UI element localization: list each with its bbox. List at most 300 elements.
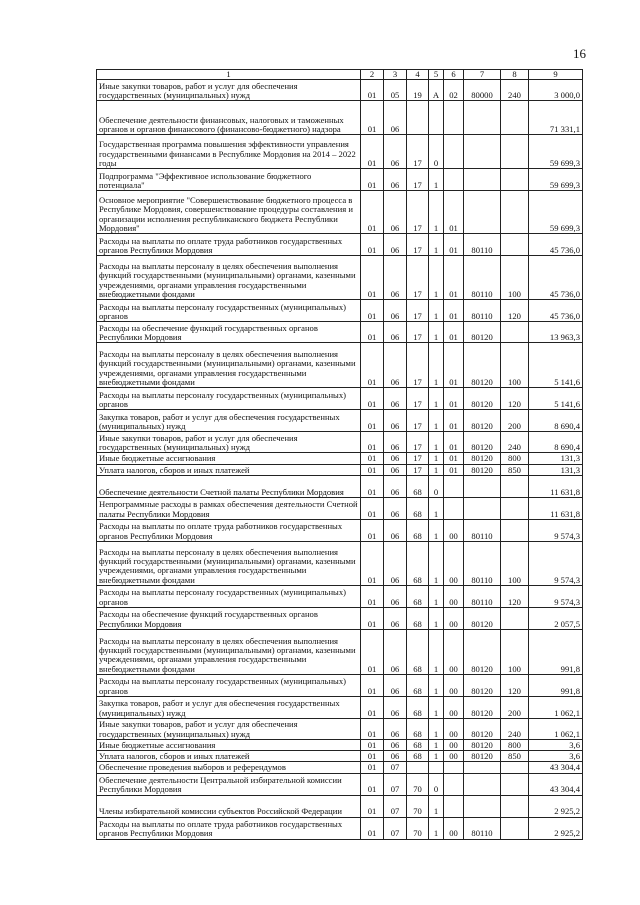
subsection-code-cell: 06	[384, 718, 407, 739]
subsection-code-cell: 06	[384, 629, 407, 674]
program-code-cell: 17	[407, 343, 429, 388]
column-header: 4	[407, 70, 429, 80]
table-row	[97, 432, 583, 453]
expense-type-code-cell	[501, 135, 529, 169]
section-code-cell: 01	[361, 80, 384, 101]
subsection-code-cell: 06	[384, 410, 407, 432]
direction-code-cell: 80120	[464, 464, 501, 475]
amount-cell: 8 690,4	[529, 410, 583, 432]
amount-cell: 2 057,5	[529, 607, 583, 629]
amount-cell: 991,8	[529, 674, 583, 696]
subprogram-code-cell: 0	[429, 475, 444, 497]
direction-code-cell	[464, 135, 501, 169]
activity-code-cell	[444, 762, 464, 773]
direction-code-cell: 80120	[464, 739, 501, 750]
subsection-code-cell: 06	[384, 475, 407, 497]
subsection-code-cell: 06	[384, 585, 407, 607]
expense-type-code-cell	[501, 795, 529, 817]
table-row	[97, 464, 583, 475]
activity-code-cell: 01	[444, 432, 464, 453]
direction-code-cell: 80120	[464, 674, 501, 696]
amount-cell: 991,8	[529, 629, 583, 674]
amount-cell: 59 699,3	[529, 191, 583, 234]
table-row	[97, 322, 583, 343]
expense-type-code-cell	[501, 519, 529, 541]
amount-cell: 43 304,4	[529, 773, 583, 795]
row-name-cell: Иные закупки товаров, работ и услуг для обеспечения государственных (муниципальных) нужд	[97, 718, 361, 739]
direction-code-cell	[464, 101, 501, 135]
section-code-cell: 01	[361, 739, 384, 750]
program-code-cell: 17	[407, 234, 429, 256]
section-code-cell: 01	[361, 464, 384, 475]
amount-cell: 131,3	[529, 453, 583, 464]
column-header: 3	[384, 70, 407, 80]
subprogram-code-cell: 1	[429, 585, 444, 607]
subprogram-code-cell: 0	[429, 773, 444, 795]
table-row	[97, 696, 583, 718]
table-row	[97, 739, 583, 750]
subsection-code-cell: 06	[384, 388, 407, 410]
table-row	[97, 256, 583, 300]
section-code-cell: 01	[361, 256, 384, 300]
program-code-cell: 68	[407, 696, 429, 718]
subprogram-code-cell	[429, 101, 444, 135]
activity-code-cell	[444, 795, 464, 817]
expense-type-code-cell: 120	[501, 674, 529, 696]
activity-code-cell: 01	[444, 234, 464, 256]
direction-code-cell: 80120	[464, 629, 501, 674]
subprogram-code-cell: 1	[429, 629, 444, 674]
subsection-code-cell: 06	[384, 739, 407, 750]
program-code-cell: 17	[407, 191, 429, 234]
subprogram-code-cell: 1	[429, 696, 444, 718]
amount-cell: 45 736,0	[529, 300, 583, 322]
direction-code-cell: 80120	[464, 322, 501, 343]
program-code-cell: 17	[407, 410, 429, 432]
direction-code-cell: 80120	[464, 432, 501, 453]
column-header: 9	[529, 70, 583, 80]
row-name-cell: Расходы на обеспечение функций государственных органов Республики Мордовия	[97, 322, 361, 343]
expense-type-code-cell: 850	[501, 464, 529, 475]
direction-code-cell	[464, 497, 501, 519]
expense-type-code-cell	[501, 101, 529, 135]
subprogram-code-cell: 1	[429, 817, 444, 839]
row-name-cell: Расходы на выплаты персоналу в целях обеспечения выполнения функций государственными (муниципальными) органами, казенными учреждениями, органами управления государственными внебюджетными фондами	[97, 541, 361, 585]
direction-code-cell: 80110	[464, 256, 501, 300]
direction-code-cell: 80110	[464, 541, 501, 585]
table-row	[97, 751, 583, 762]
amount-cell: 1 062,1	[529, 718, 583, 739]
subprogram-code-cell	[429, 762, 444, 773]
expense-type-code-cell: 100	[501, 343, 529, 388]
section-code-cell: 01	[361, 762, 384, 773]
amount-cell: 5 141,6	[529, 388, 583, 410]
activity-code-cell: 00	[444, 629, 464, 674]
section-code-cell: 01	[361, 773, 384, 795]
subprogram-code-cell: 1	[429, 453, 444, 464]
table-row	[97, 629, 583, 674]
amount-cell: 13 963,3	[529, 322, 583, 343]
row-name-cell: Непрограммные расходы в рамках обеспечения деятельности Счетной палаты Республики Мордовия	[97, 497, 361, 519]
section-code-cell: 01	[361, 475, 384, 497]
subprogram-code-cell: 0	[429, 135, 444, 169]
expense-type-code-cell	[501, 607, 529, 629]
subprogram-code-cell: 1	[429, 432, 444, 453]
subsection-code-cell: 06	[384, 135, 407, 169]
expense-type-code-cell: 100	[501, 541, 529, 585]
activity-code-cell: 01	[444, 191, 464, 234]
activity-code-cell: 00	[444, 718, 464, 739]
program-code-cell: 70	[407, 817, 429, 839]
program-code-cell: 68	[407, 497, 429, 519]
section-code-cell: 01	[361, 674, 384, 696]
section-code-cell: 01	[361, 388, 384, 410]
section-code-cell: 01	[361, 607, 384, 629]
row-name-cell: Обеспечение проведения выборов и референдумов	[97, 762, 361, 773]
subprogram-code-cell: 1	[429, 410, 444, 432]
program-code-cell: 68	[407, 475, 429, 497]
direction-code-cell: 80110	[464, 519, 501, 541]
expense-type-code-cell: 100	[501, 629, 529, 674]
section-code-cell: 01	[361, 322, 384, 343]
amount-cell: 11 631,8	[529, 497, 583, 519]
amount-cell: 9 574,3	[529, 519, 583, 541]
subprogram-code-cell: 1	[429, 519, 444, 541]
program-code-cell: 70	[407, 773, 429, 795]
expense-type-code-cell	[501, 497, 529, 519]
program-code-cell: 68	[407, 585, 429, 607]
direction-code-cell: 80120	[464, 453, 501, 464]
row-name-cell: Расходы на выплаты персоналу государственных (муниципальных) органов	[97, 388, 361, 410]
row-name-cell: Обеспечение деятельности финансовых, налоговых и таможенных органов и органов финансового (финансово-бюджетного) надзора	[97, 101, 361, 135]
subprogram-code-cell: 1	[429, 234, 444, 256]
activity-code-cell	[444, 475, 464, 497]
subsection-code-cell: 06	[384, 432, 407, 453]
amount-cell: 2 925,2	[529, 817, 583, 839]
activity-code-cell: 00	[444, 519, 464, 541]
activity-code-cell: 00	[444, 696, 464, 718]
activity-code-cell: 01	[444, 322, 464, 343]
program-code-cell: 19	[407, 80, 429, 101]
amount-cell: 9 574,3	[529, 585, 583, 607]
expense-type-code-cell: 200	[501, 410, 529, 432]
program-code-cell: 17	[407, 322, 429, 343]
subprogram-code-cell: 1	[429, 169, 444, 191]
subsection-code-cell: 07	[384, 817, 407, 839]
subsection-code-cell: 06	[384, 453, 407, 464]
amount-cell: 45 736,0	[529, 256, 583, 300]
row-name-cell: Расходы на обеспечение функций государственных органов Республики Мордовия	[97, 607, 361, 629]
row-name-cell: Обеспечение деятельности Счетной палаты Республики Мордовия	[97, 475, 361, 497]
subsection-code-cell: 05	[384, 80, 407, 101]
amount-cell: 59 699,3	[529, 135, 583, 169]
table-row	[97, 80, 583, 101]
table-row	[97, 475, 583, 497]
subsection-code-cell: 06	[384, 607, 407, 629]
activity-code-cell: 01	[444, 256, 464, 300]
table-row	[97, 718, 583, 739]
direction-code-cell: 80120	[464, 696, 501, 718]
amount-cell: 131,3	[529, 464, 583, 475]
subsection-code-cell: 06	[384, 541, 407, 585]
subprogram-code-cell: 1	[429, 343, 444, 388]
subprogram-code-cell: 1	[429, 464, 444, 475]
subsection-code-cell: 07	[384, 762, 407, 773]
direction-code-cell	[464, 475, 501, 497]
activity-code-cell: 00	[444, 674, 464, 696]
subprogram-code-cell: 1	[429, 256, 444, 300]
activity-code-cell: 00	[444, 751, 464, 762]
section-code-cell: 01	[361, 585, 384, 607]
expense-type-code-cell	[501, 322, 529, 343]
program-code-cell: 68	[407, 674, 429, 696]
direction-code-cell: 80000	[464, 80, 501, 101]
amount-cell: 2 925,2	[529, 795, 583, 817]
activity-code-cell	[444, 773, 464, 795]
subsection-code-cell: 06	[384, 169, 407, 191]
row-name-cell: Иные бюджетные ассигнования	[97, 453, 361, 464]
subsection-code-cell: 06	[384, 343, 407, 388]
table-row	[97, 135, 583, 169]
subsection-code-cell: 06	[384, 674, 407, 696]
expense-type-code-cell	[501, 773, 529, 795]
subsection-code-cell: 06	[384, 234, 407, 256]
activity-code-cell: 01	[444, 453, 464, 464]
activity-code-cell: 01	[444, 388, 464, 410]
section-code-cell: 01	[361, 343, 384, 388]
activity-code-cell: 00	[444, 541, 464, 585]
row-name-cell: Государственная программа повышения эффективности управления государственными финансами в Республике Мордовия на 2014 – 2022 годы	[97, 135, 361, 169]
subprogram-code-cell: 1	[429, 497, 444, 519]
row-name-cell: Уплата налогов, сборов и иных платежей	[97, 751, 361, 762]
program-code-cell: 68	[407, 629, 429, 674]
amount-cell: 43 304,4	[529, 762, 583, 773]
section-code-cell: 01	[361, 191, 384, 234]
subprogram-code-cell: 1	[429, 739, 444, 750]
amount-cell: 9 574,3	[529, 541, 583, 585]
program-code-cell: 17	[407, 464, 429, 475]
section-code-cell: 01	[361, 629, 384, 674]
activity-code-cell	[444, 101, 464, 135]
subprogram-code-cell: 1	[429, 191, 444, 234]
subprogram-code-cell: 1	[429, 718, 444, 739]
direction-code-cell: 80120	[464, 751, 501, 762]
section-code-cell: 01	[361, 453, 384, 464]
subsection-code-cell: 06	[384, 191, 407, 234]
section-code-cell: 01	[361, 300, 384, 322]
section-code-cell: 01	[361, 410, 384, 432]
section-code-cell: 01	[361, 696, 384, 718]
expense-type-code-cell	[501, 475, 529, 497]
direction-code-cell: 80110	[464, 585, 501, 607]
section-code-cell: 01	[361, 234, 384, 256]
direction-code-cell	[464, 169, 501, 191]
table-row	[97, 300, 583, 322]
subsection-code-cell: 07	[384, 795, 407, 817]
row-name-cell: Расходы на выплаты по оплате труда работников государственных органов Республики Мордовия	[97, 234, 361, 256]
expense-type-code-cell	[501, 191, 529, 234]
section-code-cell: 01	[361, 795, 384, 817]
subsection-code-cell: 06	[384, 322, 407, 343]
expense-type-code-cell	[501, 169, 529, 191]
table-row	[97, 343, 583, 388]
section-code-cell: 01	[361, 169, 384, 191]
activity-code-cell: 01	[444, 300, 464, 322]
column-header: 1	[97, 70, 361, 80]
table-row	[97, 453, 583, 464]
direction-code-cell: 80110	[464, 817, 501, 839]
amount-cell: 59 699,3	[529, 169, 583, 191]
table-row	[97, 169, 583, 191]
activity-code-cell: 01	[444, 343, 464, 388]
activity-code-cell: 00	[444, 585, 464, 607]
expense-type-code-cell: 800	[501, 739, 529, 750]
expense-type-code-cell	[501, 762, 529, 773]
amount-cell: 45 736,0	[529, 234, 583, 256]
column-header: 8	[501, 70, 529, 80]
program-code-cell: 68	[407, 751, 429, 762]
direction-code-cell	[464, 773, 501, 795]
table-row	[97, 773, 583, 795]
program-code-cell: 17	[407, 453, 429, 464]
program-code-cell: 68	[407, 739, 429, 750]
subprogram-code-cell: 1	[429, 751, 444, 762]
direction-code-cell: 80120	[464, 388, 501, 410]
section-code-cell: 01	[361, 817, 384, 839]
amount-cell: 8 690,4	[529, 432, 583, 453]
table-row	[97, 585, 583, 607]
table-row	[97, 234, 583, 256]
expense-type-code-cell: 240	[501, 432, 529, 453]
subsection-code-cell: 06	[384, 497, 407, 519]
expense-type-code-cell	[501, 234, 529, 256]
program-code-cell: 17	[407, 432, 429, 453]
section-code-cell: 01	[361, 101, 384, 135]
expense-type-code-cell	[501, 817, 529, 839]
table-row	[97, 795, 583, 817]
row-name-cell: Основное мероприятие "Совершенствование бюджетного процесса в Республике Мордовия, совершенствование процедуры составления и организации исполнения республиканского бюджета Республики Мордовия"	[97, 191, 361, 234]
table-row	[97, 541, 583, 585]
subsection-code-cell: 07	[384, 773, 407, 795]
subsection-code-cell: 06	[384, 464, 407, 475]
subsection-code-cell: 06	[384, 519, 407, 541]
expense-type-code-cell: 120	[501, 388, 529, 410]
table-header-row	[97, 70, 583, 80]
column-header: 2	[361, 70, 384, 80]
activity-code-cell: 00	[444, 739, 464, 750]
row-name-cell: Подпрограмма "Эффективное использование бюджетного потенциала"	[97, 169, 361, 191]
subsection-code-cell: 06	[384, 696, 407, 718]
direction-code-cell	[464, 795, 501, 817]
activity-code-cell	[444, 497, 464, 519]
program-code-cell: 68	[407, 519, 429, 541]
row-name-cell: Уплата налогов, сборов и иных платежей	[97, 464, 361, 475]
amount-cell: 3,6	[529, 751, 583, 762]
table-row	[97, 674, 583, 696]
amount-cell: 11 631,8	[529, 475, 583, 497]
program-code-cell	[407, 762, 429, 773]
section-code-cell: 01	[361, 718, 384, 739]
subprogram-code-cell: 1	[429, 388, 444, 410]
section-code-cell: 01	[361, 497, 384, 519]
row-name-cell: Расходы на выплаты персоналу в целях обеспечения выполнения функций государственными (муниципальными) органами, казенными учреждениями, органами управления государственными внебюджетными фондами	[97, 256, 361, 300]
table-row	[97, 410, 583, 432]
program-code-cell: 68	[407, 718, 429, 739]
activity-code-cell: 02	[444, 80, 464, 101]
expense-type-code-cell: 120	[501, 300, 529, 322]
activity-code-cell: 00	[444, 607, 464, 629]
section-code-cell: 01	[361, 519, 384, 541]
amount-cell: 5 141,6	[529, 343, 583, 388]
column-header: 5	[429, 70, 444, 80]
expense-type-code-cell: 200	[501, 696, 529, 718]
amount-cell: 1 062,1	[529, 696, 583, 718]
expense-type-code-cell: 850	[501, 751, 529, 762]
expense-type-code-cell: 240	[501, 718, 529, 739]
table-row	[97, 101, 583, 135]
direction-code-cell: 80110	[464, 234, 501, 256]
program-code-cell: 17	[407, 300, 429, 322]
activity-code-cell: 01	[444, 410, 464, 432]
program-code-cell: 70	[407, 795, 429, 817]
expense-type-code-cell: 100	[501, 256, 529, 300]
program-code-cell: 68	[407, 607, 429, 629]
section-code-cell: 01	[361, 541, 384, 585]
section-code-cell: 01	[361, 135, 384, 169]
subprogram-code-cell: 1	[429, 795, 444, 817]
column-header: 6	[444, 70, 464, 80]
program-code-cell: 17	[407, 135, 429, 169]
direction-code-cell: 80110	[464, 300, 501, 322]
row-name-cell: Расходы на выплаты по оплате труда работников государственных органов Республики Мордовия	[97, 817, 361, 839]
activity-code-cell	[444, 169, 464, 191]
row-name-cell: Расходы на выплаты персоналу государственных (муниципальных) органов	[97, 300, 361, 322]
table-row	[97, 817, 583, 839]
subprogram-code-cell: 1	[429, 322, 444, 343]
page-number: 16	[573, 46, 586, 61]
program-code-cell: 17	[407, 256, 429, 300]
row-name-cell: Закупка товаров, работ и услуг для обеспечения государственных (муниципальных) нужд	[97, 410, 361, 432]
program-code-cell: 68	[407, 541, 429, 585]
row-name-cell: Иные закупки товаров, работ и услуг для обеспечения государственных (муниципальных) нужд	[97, 80, 361, 101]
row-name-cell: Иные бюджетные ассигнования	[97, 739, 361, 750]
activity-code-cell: 01	[444, 464, 464, 475]
table-row	[97, 497, 583, 519]
table-row	[97, 191, 583, 234]
column-header: 7	[464, 70, 501, 80]
expense-type-code-cell: 800	[501, 453, 529, 464]
row-name-cell: Расходы на выплаты персоналу в целях обеспечения выполнения функций государственными (муниципальными) органами, казенными учреждениями, органами управления государственными внебюджетными фондами	[97, 343, 361, 388]
row-name-cell: Расходы на выплаты персоналу государственных (муниципальных) органов	[97, 585, 361, 607]
expense-type-code-cell: 120	[501, 585, 529, 607]
program-code-cell	[407, 101, 429, 135]
section-code-cell: 01	[361, 751, 384, 762]
table-row	[97, 388, 583, 410]
subprogram-code-cell: 1	[429, 541, 444, 585]
amount-cell: 71 331,1	[529, 101, 583, 135]
direction-code-cell: 80120	[464, 410, 501, 432]
table-row	[97, 607, 583, 629]
expense-type-code-cell: 240	[501, 80, 529, 101]
row-name-cell: Расходы на выплаты персоналу государственных (муниципальных) органов	[97, 674, 361, 696]
amount-cell: 3,6	[529, 739, 583, 750]
program-code-cell: 17	[407, 388, 429, 410]
direction-code-cell: 80120	[464, 607, 501, 629]
table-row	[97, 519, 583, 541]
subprogram-code-cell: 1	[429, 607, 444, 629]
subprogram-code-cell: 1	[429, 300, 444, 322]
table-row	[97, 762, 583, 773]
